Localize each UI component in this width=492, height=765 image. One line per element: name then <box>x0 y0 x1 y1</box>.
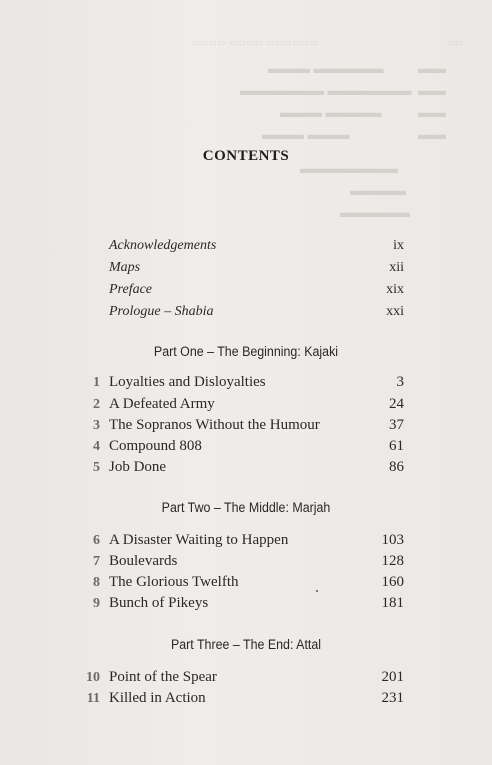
chapter-page: 37 <box>389 417 404 433</box>
chapter-page: 3 <box>396 374 404 390</box>
chapter-page: 201 <box>381 669 404 685</box>
chapter-page: 231 <box>381 690 404 706</box>
chapter-number: 11 <box>86 691 100 706</box>
chapter-title: The Sopranos Without the Humour <box>109 417 320 433</box>
chapter-number: 1 <box>93 375 100 390</box>
toc-chapter[interactable] <box>76 690 404 710</box>
chapter-number: 8 <box>93 575 100 590</box>
chapter-title: A Disaster Waiting to Happen <box>109 532 289 548</box>
toc-chapter[interactable] <box>76 417 404 437</box>
toc-item-page: xii <box>389 260 404 275</box>
toc-item-title: Maps <box>109 260 141 275</box>
chapter-title: A Defeated Army <box>109 396 215 412</box>
chapter-title: Loyalties and Disloyalties <box>109 374 266 390</box>
chapter-page: 181 <box>381 595 404 611</box>
toc-chapter[interactable] <box>76 595 404 615</box>
toc-item-page: xxi <box>386 304 404 319</box>
part-heading: Part Three – The End: Attal <box>170 637 322 652</box>
chapter-number: 6 <box>93 533 100 548</box>
toc-chapter[interactable] <box>76 669 404 689</box>
part-heading: Part One – The Beginning: Kajaki <box>153 344 339 359</box>
chapter-page: 24 <box>389 396 404 412</box>
page-title: CONTENTS <box>202 148 290 164</box>
chapter-number: 7 <box>93 554 100 569</box>
chapter-number: 2 <box>93 397 100 412</box>
toc-chapter[interactable] <box>76 438 404 458</box>
toc-item-title: Preface <box>109 282 153 297</box>
toc-chapter[interactable] <box>76 532 404 552</box>
toc-chapter[interactable] <box>76 396 404 416</box>
chapter-title: Killed in Action <box>109 690 206 706</box>
chapter-title: Boulevards <box>109 553 178 569</box>
chapter-title: Bunch of Pikeys <box>109 595 209 611</box>
chapter-page: 160 <box>381 574 404 590</box>
toc-item-page: xix <box>386 282 404 297</box>
bleed-through-folio: ▭▭ <box>448 38 464 47</box>
toc-front-item[interactable] <box>109 238 404 254</box>
chapter-number: 4 <box>93 439 100 454</box>
toc-item-page: ix <box>393 238 404 253</box>
toc-item-title: Prologue – Shabia <box>109 304 214 319</box>
chapter-number: 9 <box>93 596 100 611</box>
toc-chapter[interactable] <box>76 553 404 573</box>
part-heading: Part Two – The Middle: Marjah <box>161 500 331 515</box>
chapter-page: 128 <box>381 553 404 569</box>
chapter-page: 103 <box>381 532 404 548</box>
chapter-title: Point of the Spear <box>109 669 217 685</box>
chapter-number: 5 <box>93 460 100 475</box>
toc-chapter[interactable] <box>76 374 404 394</box>
book-page: ▭▭▭▭ ▭▭▭▭ ▭▭▭▭▭▭ ▭▭ ▬▬▬ ▬▬▬▬▬ ▬▬ ▬▬▬▬▬▬ ▬▬▬▬▬▬ ▬▬ ▬▬▬ ▬▬▬▬ ▬▬ ▬▬▬ ▬▬▬ ▬▬ ▬▬▬▬▬▬▬ ▬▬▬▬ ▬▬▬▬▬ CONTENTS Acknowledgements ix Maps xii Preface xix Prologue – Shabia xxi Part One – The Beginning: Kajaki 1 Loyalties and Disloyalties 3 2 A Defeated Army 24 3 The Sopranos Without the Humour 37 4 Compound 808 61 5 Job Done 86 Part Two – The Middle: Marjah 6 A Disaster Waiting to Happen 103 7 Boulevards 128 8 The Glorious Twelfth 160 9 Bunch of Pikeys 181 Part Three – The End: Attal 10 Point of the Spear 201 11 Killed in Action 231 <box>0 0 492 765</box>
toc-front-item[interactable] <box>109 304 404 320</box>
toc-front-item[interactable] <box>109 260 404 276</box>
toc-chapter[interactable] <box>76 574 404 594</box>
chapter-title: Compound 808 <box>109 438 202 454</box>
chapter-number: 10 <box>86 670 100 685</box>
bleed-through-header: ▭▭▭▭ ▭▭▭▭ ▭▭▭▭▭▭ <box>192 38 319 47</box>
chapter-title: The Glorious Twelfth <box>109 574 239 590</box>
toc-item-title: Acknowledgements <box>109 238 217 253</box>
chapter-title: Job Done <box>109 459 167 475</box>
chapter-page: 61 <box>389 438 404 454</box>
toc-chapter[interactable] <box>76 459 404 479</box>
chapter-page: 86 <box>389 459 404 475</box>
ink-speck <box>316 590 318 592</box>
toc-front-item[interactable] <box>109 282 404 298</box>
chapter-number: 3 <box>93 418 100 433</box>
